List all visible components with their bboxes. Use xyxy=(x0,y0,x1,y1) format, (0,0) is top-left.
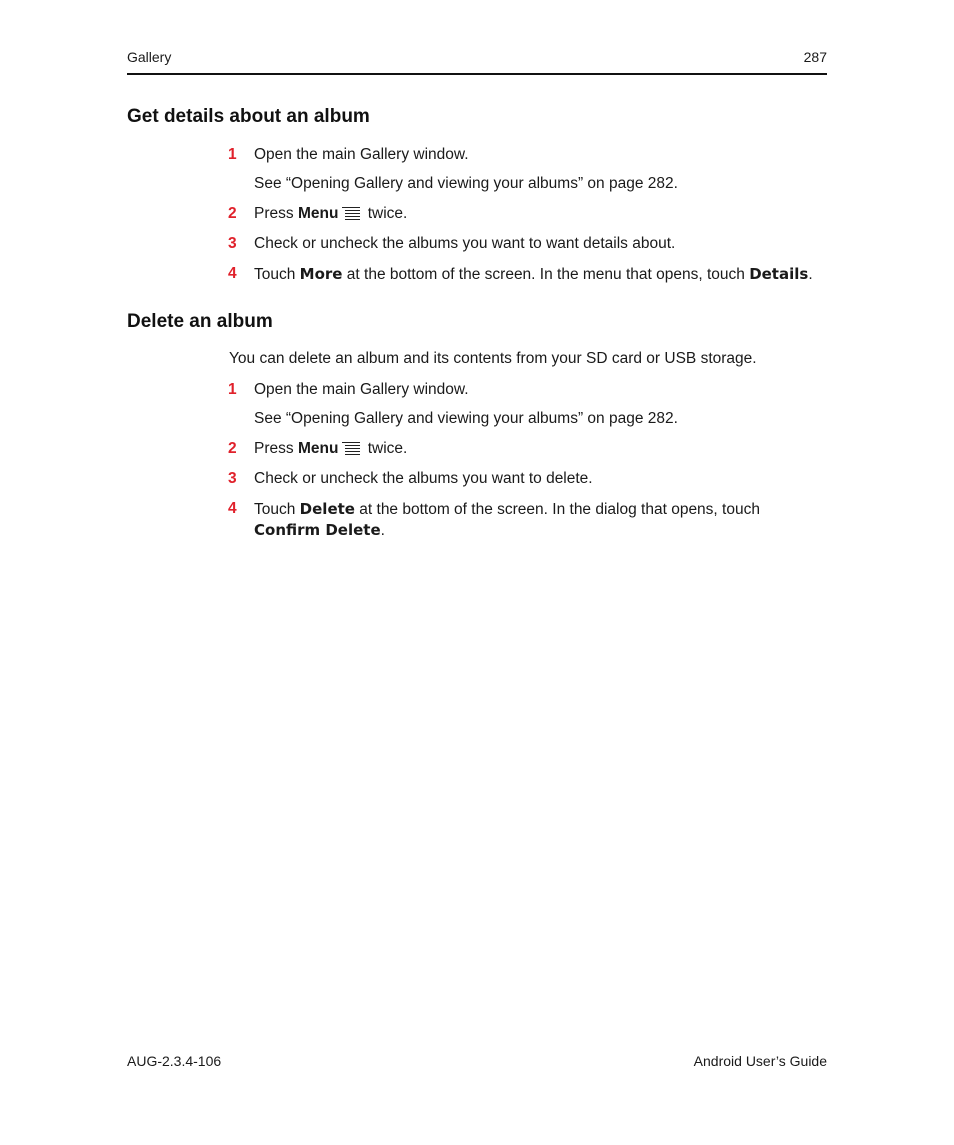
menu-label: Menu xyxy=(297,440,339,457)
step-number: 3 xyxy=(228,470,237,487)
step-text: Press Menu twice. xyxy=(254,205,408,222)
header-section-name: Gallery xyxy=(127,49,172,65)
step-number: 3 xyxy=(228,235,237,252)
menu-icon xyxy=(342,206,360,220)
details-label: Details xyxy=(749,265,809,283)
step-number: 4 xyxy=(228,500,237,517)
delete-label: Delete xyxy=(299,500,355,518)
step-text: Touch Delete at the bottom of the screen. In the dialog that opens, touch Confirm Delete. xyxy=(254,500,760,539)
footer-title: Android User’s Guide xyxy=(693,1053,827,1069)
menu-icon xyxy=(342,441,360,455)
menu-label: Menu xyxy=(297,205,339,222)
step-text: Open the main Gallery window. xyxy=(254,381,469,398)
step-text: Open the main Gallery window. xyxy=(254,146,469,163)
step-text: Press Menu twice. xyxy=(254,440,408,457)
section-title-get-details: Get details about an album xyxy=(127,106,370,127)
section-title-delete-album: Delete an album xyxy=(127,311,273,332)
step-number: 4 xyxy=(228,265,237,282)
confirm-delete-label: Confirm Delete xyxy=(254,521,381,539)
step-text: Check or uncheck the albums you want to want details about. xyxy=(254,235,676,252)
section-intro: You can delete an album and its contents from your SD card or USB storage. xyxy=(229,350,757,367)
page-number: 287 xyxy=(803,49,827,65)
step-number: 1 xyxy=(228,381,237,398)
more-label: More xyxy=(299,265,343,283)
step-number: 1 xyxy=(228,146,237,163)
step-text: Touch More at the bottom of the screen. In the menu that opens, touch Details. xyxy=(254,265,813,283)
page-header xyxy=(127,49,827,75)
step-text: Check or uncheck the albums you want to delete. xyxy=(254,470,593,487)
step-number: 2 xyxy=(228,440,237,457)
step-note: See “Opening Gallery and viewing your albums” on page 282. xyxy=(254,410,678,427)
step-note: See “Opening Gallery and viewing your albums” on page 282. xyxy=(254,175,678,192)
footer-doc-id: AUG-2.3.4-106 xyxy=(127,1053,222,1069)
step-number: 2 xyxy=(228,205,237,222)
